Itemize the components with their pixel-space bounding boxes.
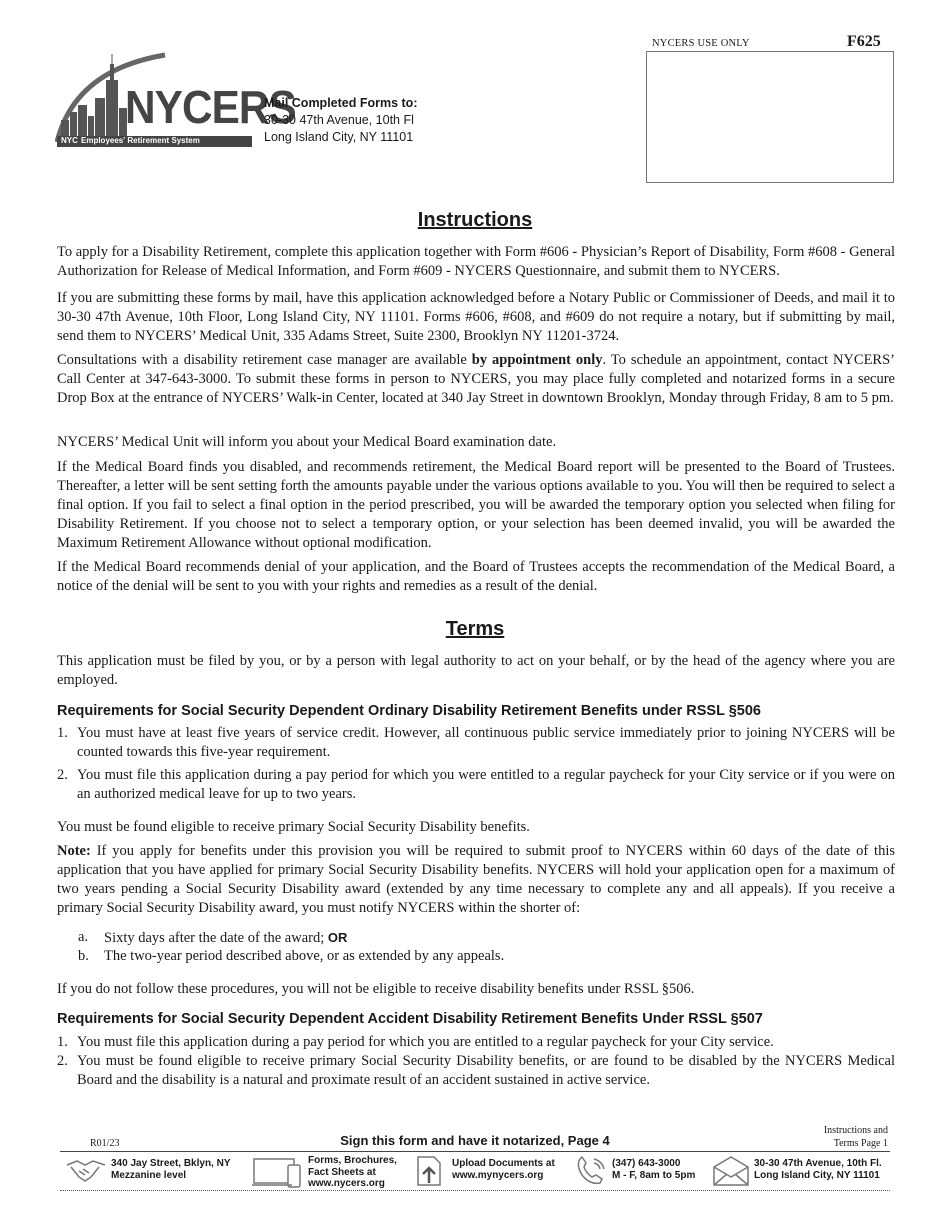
footer-text: 340 Jay Street, Bklyn, NY: [111, 1158, 231, 1169]
mail-title: Mail Completed Forms to:: [264, 96, 418, 110]
devices-icon: [252, 1155, 304, 1189]
or-emphasis: OR: [327, 930, 348, 945]
footer-text: Mezzanine level: [111, 1169, 187, 1181]
upload-document-icon: [414, 1155, 446, 1189]
list-text: You must be found eligible to receive primary Social Security Disability benefits, or are found to be disabled by the NYCERS Medical Board and the disability is a natural and proximate result of an accident sustained in active service.: [77, 1053, 895, 1088]
footer-upload: [414, 1155, 574, 1187]
instructions-p3: [57, 351, 895, 408]
list-text: You must have at least five years of service credit. However, all continuous public service immediately prior to joining NYCERS will be counted towards this five-year requirement.: [77, 725, 895, 760]
logo-nyc: NYC: [61, 136, 78, 145]
logo-wordmark: NYCERS: [125, 81, 296, 133]
footer-walkin: [65, 1155, 245, 1187]
closing-506: If you do not follow these procedures, you will not be eligible to receive disability benefits under RSSL §506.: [57, 981, 695, 997]
list-item: [57, 724, 895, 764]
list-number: 2.: [57, 1053, 68, 1069]
list-number: 2.: [57, 767, 68, 783]
list-text: You must file this application during a pay period for which you were entitled to a regular paycheck for your City service or if you were on an authorized medical leave for up to two years.: [77, 767, 895, 802]
footer-phone: [574, 1155, 704, 1187]
footer-text: (347) 643-3000: [612, 1158, 681, 1169]
phone-icon: [574, 1155, 608, 1187]
sub-letter: b.: [78, 948, 89, 964]
page-label: [788, 1124, 888, 1150]
mail-line-1: 30-30 47th Avenue, 10th Fl: [264, 113, 414, 127]
note-paragraph: [57, 842, 895, 918]
mailing-address: [264, 95, 417, 146]
note-text: If you apply for benefits under this provision you will be required to submit proof to NYCERS within 60 days of the date of this application that you have applied for primary Social Security Disability benefits. NYCERS will hold your application open for a maximum of two years pending a Social Security Disability award (extended by any time necessary to complete any and all appeals). If you receive a primary Social Security Disability award, you must notify NYCERS within the shorter of:: [57, 843, 895, 916]
footer-text: Long Island City, NY 11101: [754, 1169, 880, 1181]
list-item: [57, 1033, 895, 1052]
footer-mail: [712, 1155, 892, 1187]
footer-divider-bottom: [60, 1190, 890, 1191]
page-label-line-1: Instructions and: [823, 1125, 888, 1136]
logo-subtext: Employees' Retirement System: [81, 136, 200, 145]
p3-text-a: Consultations with a disability retirement case manager are available: [57, 352, 472, 368]
revision-code: R01/23: [90, 1138, 120, 1149]
sub-item: [78, 928, 878, 947]
handshake-icon: [65, 1155, 107, 1187]
terms-p1: This application must be filed by you, or by a person with legal authority to act on your behalf, or by the head of the agency where you are employed.: [57, 653, 895, 688]
instructions-p2: If you are submitting these forms by mail, have this application acknowledged before a Notary Public or Commissioner of Deeds, and mail it to 30-30 47th Avenue, 10th Floor, Long Island City, NY 11101. Forms #606, #608, and #609 do not require a notary, but if submitting by mail, send them to NYCERS’ Medical Unit, 335 Adams Street, Suite 2300, Brooklyn NY 11201-3724.: [57, 290, 895, 344]
list-item: [57, 1052, 895, 1092]
mail-envelope-icon: [712, 1155, 750, 1187]
footer-text: www.nycers.org: [308, 1178, 385, 1189]
list-text: You must file this application during a pay period for which you are entitled to a regular paycheck for your City service.: [77, 1034, 774, 1050]
eligibility-text: You must be found eligible to receive primary Social Security Disability benefits.: [57, 819, 530, 835]
footer-text: M - F, 8am to 5pm: [612, 1169, 696, 1181]
use-only-label: NYCERS USE ONLY: [652, 38, 750, 49]
use-only-box: [646, 51, 894, 183]
footer-text: Forms, Brochures,: [308, 1155, 397, 1166]
note-label: Note:: [57, 843, 91, 859]
p3-text-b: . To schedule an appointment, contact NYCERS’ Call Center at 347-643-3000. To submit these forms in person to NYCERS, you may place fully completed and notarized forms in a secure Drop Box at the entrance of NYCERS’ Walk-in Center, located at 340 Jay Street in downtown Brooklyn, Monday through Friday, 8 am to 5 pm.: [57, 352, 895, 406]
sign-notice: Sign this form and have it notarized, Page 4: [340, 1133, 610, 1148]
list-number: 1.: [57, 725, 68, 741]
sub-text: The two-year period described above, or as extended by any appeals.: [104, 948, 505, 964]
section-506-heading: Requirements for Social Security Dependent Ordinary Disability Retirement Benefits under RSSL §506: [57, 703, 761, 719]
instructions-p5: If the Medical Board finds you disabled, and recommends retirement, the Medical Board report will be presented to the Board of Trustees. Thereafter, a letter will be sent setting forth the amounts payable under the various options available to you. You will then be required to select a final option. If you fail to select a final option in the period prescribed, you will be awarded the temporary option you selected when filing for Disability Retirement. If you choose not to select a temporary option, or your selection has been deemed invalid, you will be awarded the Maximum Retirement Allowance without optional modification.: [57, 459, 895, 551]
sub-text: Sixty days after the date of the award;: [104, 930, 328, 946]
instructions-p4: NYCERS’ Medical Unit will inform you about your Medical Board examination date.: [57, 434, 557, 450]
instructions-p6: If the Medical Board recommends denial of your application, and the Board of Trustees accepts the recommendation of the Medical Board, a notice of the denial will be sent to you with your rights and remedies as a result of the denial.: [57, 559, 895, 594]
instructions-p1: To apply for a Disability Retirement, complete this application together with Form #606 - Physician’s Report of Disability, Form #608 - General Authorization for Release of Medical Information, and Form #609 - NYCERS Questionnaire, and submit them to NYCERS.: [57, 244, 895, 279]
footer-text: 30-30 47th Avenue, 10th Fl.: [754, 1158, 882, 1169]
page-label-line-2: Terms Page 1: [833, 1138, 888, 1149]
p3-bold: by appointment only: [471, 352, 603, 368]
footer-text: Fact Sheets at: [308, 1166, 376, 1178]
nycers-logo: [55, 50, 296, 155]
footer-forms: [252, 1155, 412, 1187]
mail-line-2: Long Island City, NY 11101: [264, 130, 414, 144]
sub-item: [78, 947, 878, 966]
list-item: [57, 766, 895, 806]
form-number: F625: [847, 33, 881, 50]
footer-text: Upload Documents at: [452, 1158, 555, 1169]
terms-title: Terms: [445, 618, 505, 640]
sub-letter: a.: [78, 929, 89, 945]
section-507-heading: Requirements for Social Security Dependent Accident Disability Retirement Benefits Under RSSL §507: [57, 1011, 763, 1027]
instructions-title: Instructions: [417, 209, 533, 231]
footer-divider-top: [60, 1151, 890, 1152]
list-number: 1.: [57, 1034, 68, 1050]
footer-text: www.mynycers.org: [452, 1169, 544, 1181]
